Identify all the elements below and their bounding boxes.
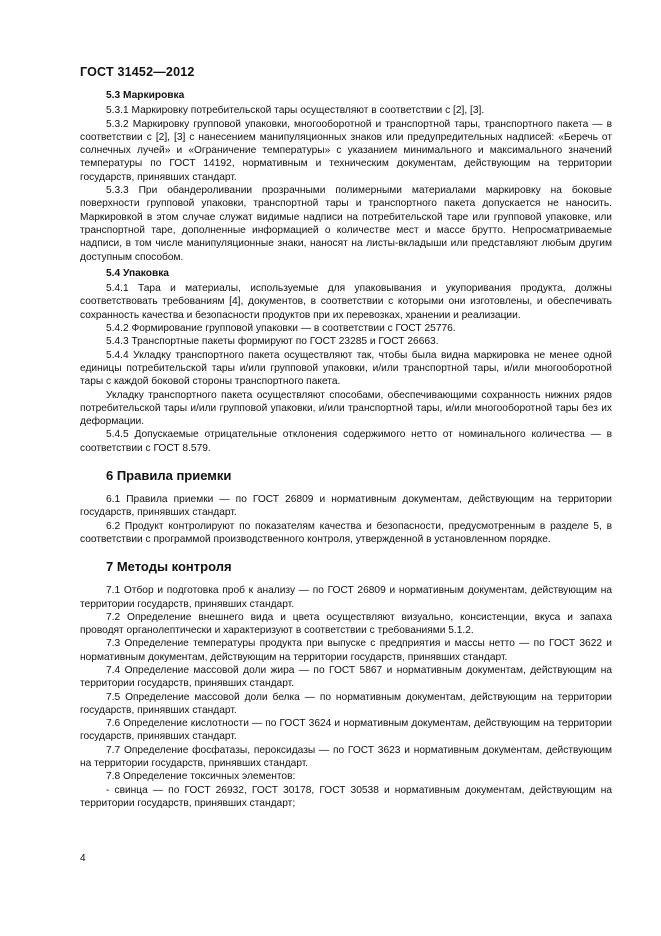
paragraph-7-2: 7.2 Определение внешнего вида и цвета осуществляют визуально, консистенции, вкуса и запаха проводят органолептически и характеризуют в соответствии с требованиями 5.1.2. [80,611,612,637]
paragraph-7-5: 7.5 Определение массовой доли белка — по нормативным документам, действующим на территории государств, принявших стандарт. [80,691,612,716]
paragraph-5-4-1: 5.4.1 Тара и материалы, используемые для упаковывания и укупоривания продукта, должны соответствовать требованиям [4], документов, в соответствии с которыми они изготовлены, и обеспечивать сохранность качества и безопасности продуктов при их перевозках, хранении и реализации. [80,283,612,321]
paragraph-5-4-2: 5.4.2 Формирование групповой упаковки — в соответствии с ГОСТ 25776. [106,323,456,335]
document-body [80,89,612,810]
document-header: ГОСТ 31452—2012 [80,65,195,79]
paragraph-7-1: 7.1 Отбор и подготовка проб к анализу — по ГОСТ 26809 и нормативным документам, действующим на территории государств, принявших стандарт. [80,585,612,610]
section-6-title: 6 Правила приемки [106,468,232,484]
section-5-3-title: 5.3 Маркировка [106,90,185,101]
paragraph-5-4-3: 5.4.3 Транспортные пакеты формируют по ГОСТ 23285 и ГОСТ 26663. [106,336,439,348]
paragraph-5-4-5: 5.4.5 Допускаемые отрицательные отклонения содержимого нетто от номинального количества — в соответствии с ГОСТ 8.579. [80,429,612,454]
page-number: 4 [80,853,86,864]
paragraph-5-3-2: 5.3.2 Маркировку групповой упаковки, многооборотной и транспортной тары, транспортного пакета — в соответствии с [2], [3] с нанесением манипуляционных знаков или предупредительных надписей: «Беречь от солнечных лучей» и «Ограничение температуры» с указанием минимального и максимального значений температуры по ГОСТ 14192, нормативным и техническим документам, действующим на территории государств, принявших стандарт. [80,118,612,183]
paragraph-5-3-3: 5.3.3 При обандероливании прозрачными полимерными материалами маркировку на боковые поверхности групповой упаковки, транспортной тары и транспортного пакета допускается не наносить. Маркировкой в этом случае служат видимые надписи на потребительской таре или групповой упаковке, или транспортной таре, дополненные информацией о количестве мест и массе брутто. Непросматриваемые надписи, в том числе манипуляционные знаки, наносят на листы-вкладыши или представляют любым другим доступным способом. [80,185,612,263]
paragraph-7-8: 7.8 Определение токсичных элементов: [106,771,296,783]
paragraph-5-4-4: 5.4.4 Укладку транспортного пакета осуществляют так, чтобы была видна маркировка не менее одной единицы потребительской тары и/или групповой упаковки, и/или транспортной тары, и/или многооборотной тары с каждой боковой стороны транспортного пакета. [80,349,612,388]
paragraph-7-7: 7.7 Определение фосфатазы, пероксидазы — по ГОСТ 3623 и нормативным документам, действующим на территории государств, принявших стандарт. [80,744,612,770]
paragraph-6-1: 6.1 Правила приемки — по ГОСТ 26809 и нормативным документам, действующим на территории государств, принявших стандарт. [80,494,612,519]
paragraph-6-2: 6.2 Продукт контролируют по показателям качества и безопасности, предусмотренным в разделе 5, в соответствии с программой производственного контроля, утвержденной в установленном порядке. [80,520,612,545]
paragraph-7-4: 7.4 Определение массовой доли жира — по ГОСТ 5867 и нормативным документам, действующим на территории государств, принявших стандарт. [80,664,612,690]
section-7-title: 7 Методы контроля [106,559,232,575]
paragraph-7-6: 7.6 Определение кислотности — по ГОСТ 3624 и нормативным документам, действующим на территории государств, принявших стандарт. [80,718,612,743]
paragraph-5-4-4-cont: Укладку транспортного пакета осуществляют способами, обеспечивающими сохранность нижних рядов потребительской тары и/или групповой упаковки, и/или транспортной тары, и/или многооборотной тары без их деформации. [80,389,612,428]
paragraph-5-3-1: 5.3.1 Маркировку потребительской тары осуществляют в соответствии с [2], [3]. [106,105,485,117]
paragraph-7-3: 7.3 Определение температуры продукта при выпуске с предприятия и массы нетто — по ГОСТ 3622 и нормативным документам, действующим на территории государств, принявших стандарт. [80,638,612,663]
paragraph-7-8-lead: - свинца — по ГОСТ 26932, ГОСТ 30178, ГОСТ 30538 и нормативным документам, действующим на территории государств, принявших стандарт; [80,784,612,809]
section-5-4-title: 5.4 Упаковка [106,267,169,279]
